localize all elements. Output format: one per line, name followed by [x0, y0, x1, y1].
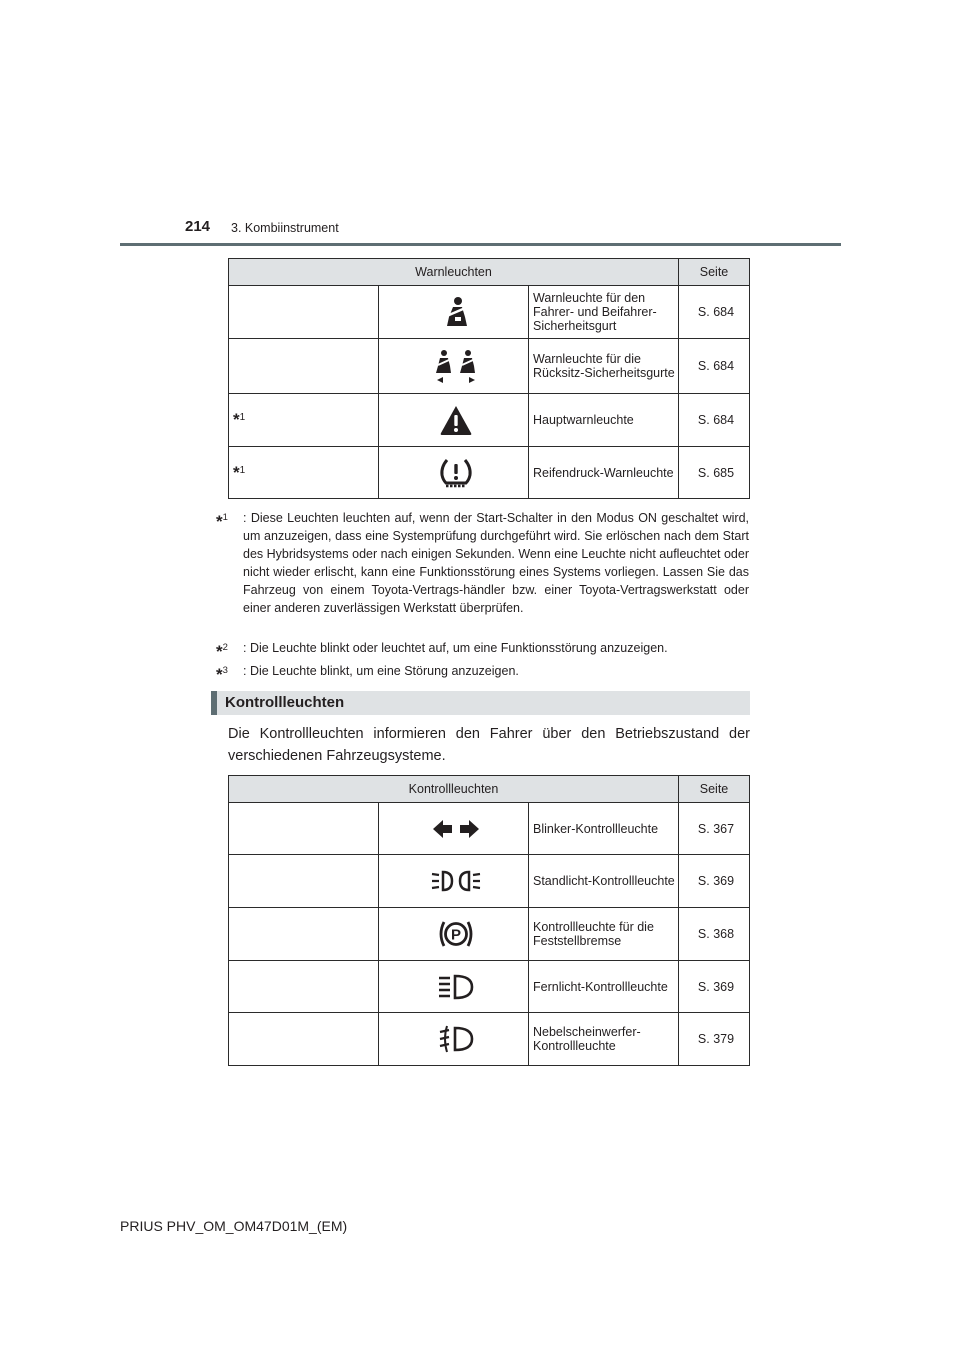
col-header-warnleuchten: Warnleuchten [229, 259, 679, 286]
icon-cell [379, 908, 529, 961]
footnote-2: *$^2$ : Die Leuchte blinkt oder leuchtet auf, um eine Funktionsstörung anzuzeigen. [216, 641, 668, 662]
page-ref: S. 369 [679, 961, 750, 1013]
icon-cell [379, 961, 529, 1013]
label-cell: Hauptwarnleuchte [529, 394, 679, 447]
page-ref: S. 684 [679, 339, 750, 394]
icon-cell [379, 286, 529, 339]
page-number: 214 [185, 218, 211, 235]
footnote-3: *$^3$ : Die Leuchte blinkt, um eine Störung anzuzeigen. [216, 664, 519, 685]
label-cell: Warnleuchte für den Fahrer- und Beifahrer-Sicherheitsgurt [529, 286, 679, 339]
chapter-title: 3. Kombiinstrument [231, 221, 339, 235]
page-ref: S. 685 [679, 447, 750, 499]
table-row [229, 1013, 750, 1066]
icon-cell [379, 803, 529, 855]
header-rule [120, 243, 841, 246]
page-ref: S. 379 [679, 1013, 750, 1066]
note-cell [229, 286, 379, 339]
note-cell [229, 339, 379, 394]
table-row [229, 961, 750, 1013]
master-warning-icon [439, 404, 473, 436]
table-header-row [229, 776, 750, 803]
label-cell: Fernlicht-Kontrollleuchte [529, 961, 679, 1013]
note-cell [229, 855, 379, 908]
icon-cell [379, 339, 529, 394]
document-code: PRIUS PHV_OM_OM47D01M_(EM) [120, 1218, 348, 1234]
label-cell: Reifendruck-Warnleuchte [529, 447, 679, 499]
parking-brake-icon [437, 918, 475, 950]
table-row [229, 394, 750, 447]
icon-cell [379, 394, 529, 447]
warning-lights-table [228, 258, 750, 499]
label-cell: Standlicht-Kontrollleuchte [529, 855, 679, 908]
page-ref: S. 368 [679, 908, 750, 961]
col-header-seite: Seite [679, 259, 750, 286]
note-cell [229, 803, 379, 855]
table-row [229, 339, 750, 394]
section-intro: Die Kontrollleuchten informieren den Fahrer über den Betriebszustand der verschiedenen Fahrzeugsysteme. [228, 726, 750, 764]
high-beam-icon [437, 973, 475, 1001]
page-ref: S. 367 [679, 803, 750, 855]
section-bar [211, 691, 217, 715]
icon-cell [379, 855, 529, 908]
label-cell: Kontrollleuchte für die Feststellbremse [529, 908, 679, 961]
tail-light-icon [430, 868, 482, 894]
seatbelt-icon [439, 295, 473, 329]
page-ref: S. 684 [679, 394, 750, 447]
tire-pressure-icon [439, 457, 473, 489]
table-header-row [229, 259, 750, 286]
table-row [229, 908, 750, 961]
col-header-kontrollleuchten: Kontrollleuchten [229, 776, 679, 803]
table-row [229, 803, 750, 855]
indicator-lights-table [228, 775, 750, 1066]
label-cell: Warnleuchte für die Rücksitz-Sicherheitsgurte [529, 339, 679, 394]
section-title: Kontrollleuchten [225, 694, 345, 711]
table-row [229, 447, 750, 499]
note-cell [229, 1013, 379, 1066]
label-cell: Blinker-Kontrollleuchte [529, 803, 679, 855]
note-cell [229, 908, 379, 961]
table-row [229, 855, 750, 908]
footnote-1: *$^1$ : Diese Leuchten leuchten auf, wenn der Start-Schalter in den Modus ON geschaltet wird, um anzuzeigen, dass eine Systemprüfung durchgeführt wird. Sie erlöschen nach dem Start des Hybridsystems oder nach einigen Sekunden. Wenn eine Leuchte nicht aufleuchtet oder nicht wieder erlischt, kann eine Funktionsstörung eines Systems vorliegen. Lassen Sie das Fahrzeug von einem Toyota-Vertrags-händler bzw. einer Toyota-Vertragswerkstatt oder einer anderen zuverlässigen Werkstatt überprüfen. [216, 511, 749, 615]
page-ref: S. 684 [679, 286, 750, 339]
fog-light-icon [437, 1025, 475, 1053]
label-cell: Nebelscheinwerfer-Kontrollleuchte [529, 1013, 679, 1066]
icon-cell [379, 447, 529, 499]
table-row [229, 286, 750, 339]
col-header-seite: Seite [679, 776, 750, 803]
turn-signal-icon [431, 818, 481, 840]
svg-text:P: P [450, 926, 461, 944]
rear-seatbelt-icon [431, 349, 481, 383]
page-ref: S. 369 [679, 855, 750, 908]
icon-cell [379, 1013, 529, 1066]
section-heading [211, 691, 750, 715]
note-cell: *$^1$ [229, 394, 379, 447]
note-cell [229, 961, 379, 1013]
note-cell: *$^1$ [229, 447, 379, 499]
